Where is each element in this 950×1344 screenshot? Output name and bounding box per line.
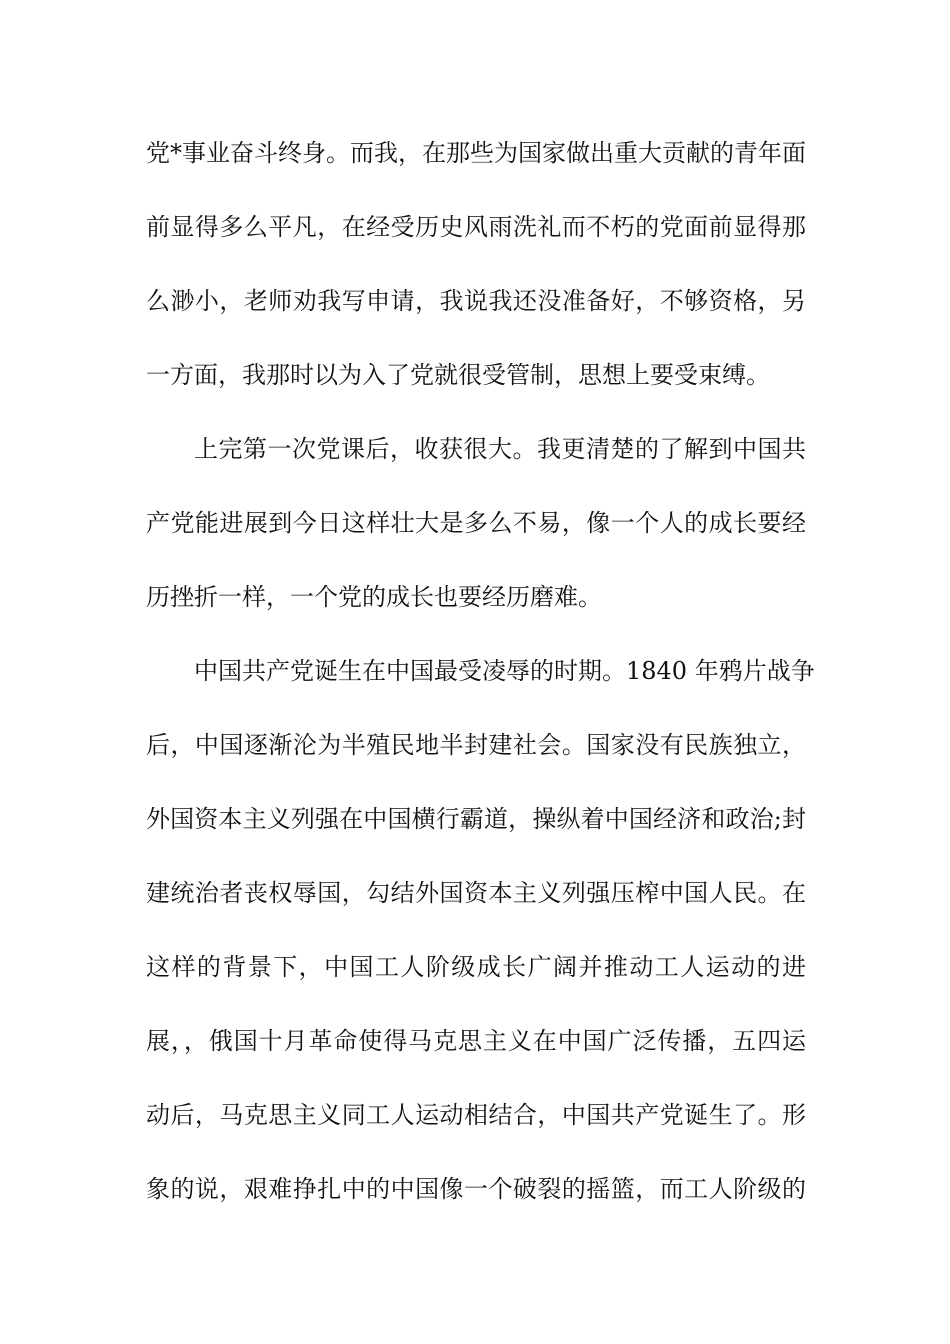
- text-line: 产党能进展到今日这样壮大是多么不易，像一个人的成长要经: [146, 509, 806, 537]
- text-line: 后，中国逐渐沦为半殖民地半封建社会。国家没有民族独立，: [146, 731, 806, 759]
- text-line: 中国共产党诞生在中国最受凌辱的时期。1840 年鸦片战争: [194, 657, 815, 685]
- text-line: 上完第一次党课后，收获很大。我更清楚的了解到中国共: [194, 435, 806, 463]
- text-line: 动后，马克思主义同工人运动相结合，中国共产党诞生了。形: [146, 1101, 806, 1129]
- text-line: 历挫折一样，一个党的成长也要经历磨难。: [146, 583, 602, 611]
- text-line: 外国资本主义列强在中国横行霸道，操纵着中国经济和政治;封: [146, 805, 806, 833]
- text-line: 建统治者丧权辱国，勾结外国资本主义列强压榨中国人民。在: [146, 879, 806, 907]
- text-line: 一方面，我那时以为入了党就很受管制，思想上要受束缚。: [146, 361, 770, 389]
- text-line: 这样的背景下，中国工人阶级成长广阔并推动工人运动的进: [146, 953, 806, 981]
- text-line: 党*事业奋斗终身。而我，在那些为国家做出重大贡献的青年面: [146, 139, 806, 167]
- text-line: 前显得多么平凡，在经受历史风雨洗礼而不朽的党面前显得那: [146, 213, 806, 241]
- text-line: 象的说，艰难挣扎中的中国像一个破裂的摇篮，而工人阶级的: [146, 1175, 806, 1203]
- text-line: 展，，俄国十月革命使得马克思主义在中国广泛传播，五四运: [146, 1027, 806, 1055]
- text-line: 么渺小，老师劝我写申请，我说我还没准备好，不够资格，另: [146, 287, 806, 315]
